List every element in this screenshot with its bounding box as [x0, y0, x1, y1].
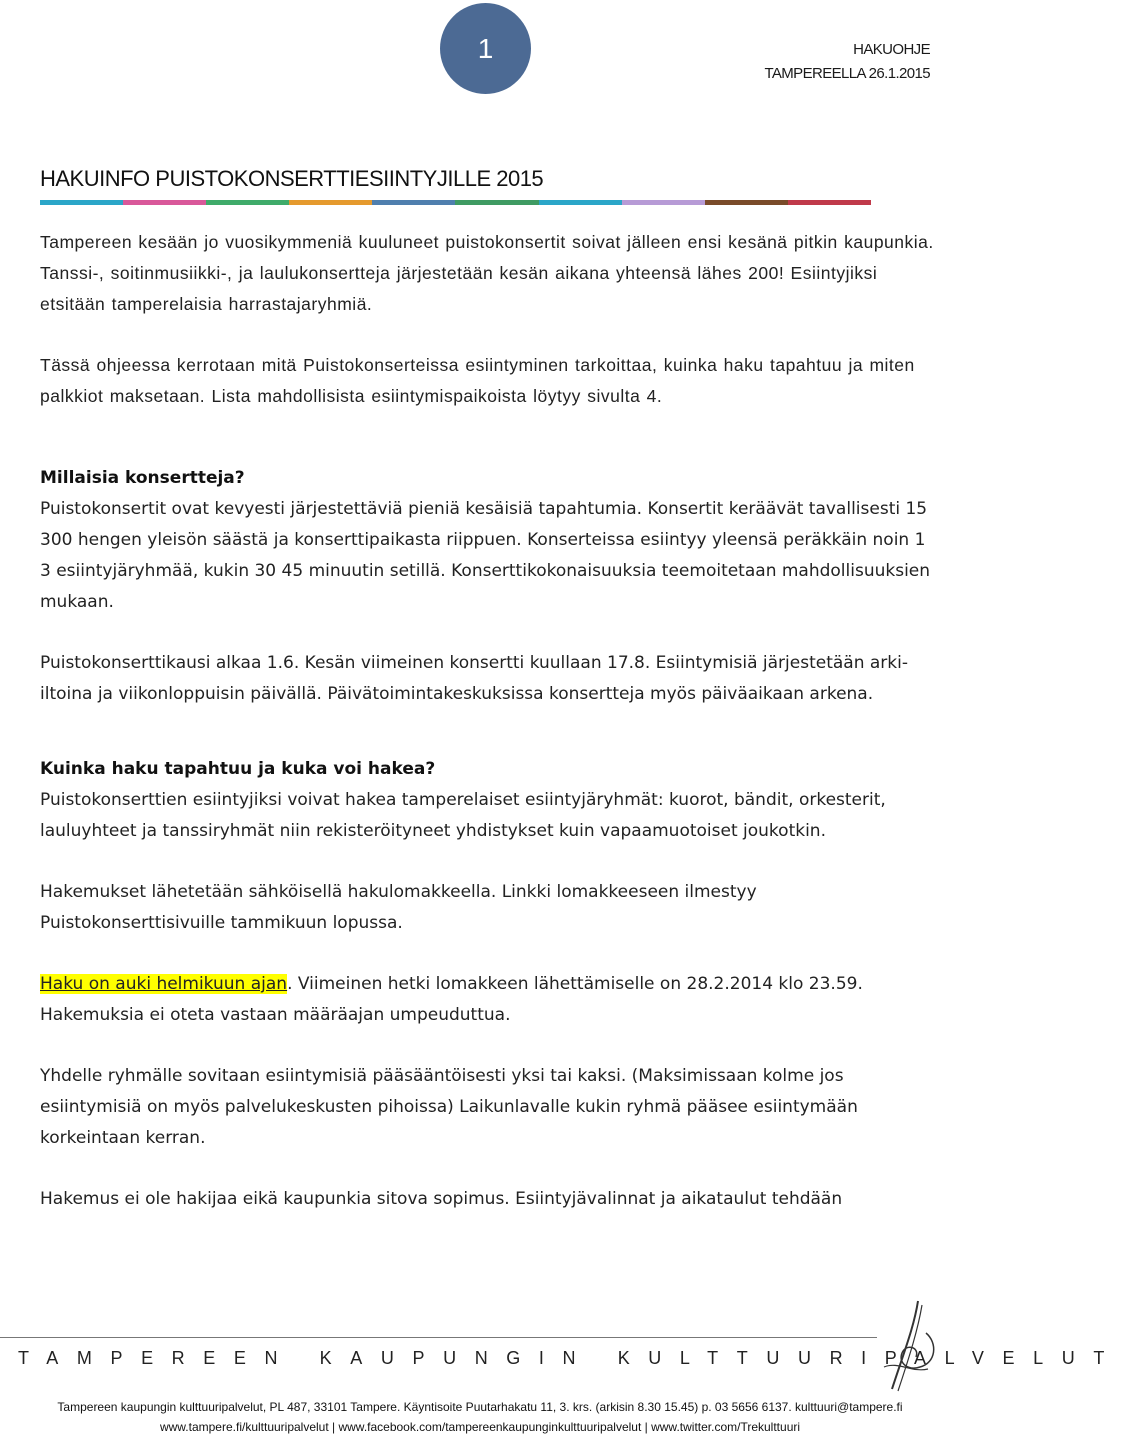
color-bar-segment [206, 200, 289, 205]
document-body [40, 227, 935, 1215]
color-bar-segment [788, 200, 871, 205]
application-paragraph-1: Puistokonserttien esiintyjiksi voivat hakea tamperelaiset esiintyjäryhmät: kuorot, bändit, orkesterit, lauluyhteet ja tanssiryhmät niin rekisteröityneet yhdistykset kuin vapaamuotoiset joukotkin. [40, 790, 886, 841]
deadline-text: . Viimeinen hetki lomakkeen lähettämiselle on 28.2.2014 klo 23.59. Hakemuksia ei oteta vastaan määräajan umpeuduttua. [40, 974, 863, 1025]
color-bar-segment [705, 200, 788, 205]
color-bar-segment [40, 200, 123, 205]
color-bar-segment [455, 200, 538, 205]
application-paragraph-3 [40, 969, 935, 1031]
document-type: HAKUOHJE [853, 41, 930, 58]
application-paragraph-2: Hakemukset lähetetään sähköisellä hakulomakkeella. Linkki lomakkeeseen ilmestyy Puistokonserttisivuille tammikuun lopussa. [40, 882, 757, 933]
document-title: HAKUINFO PUISTOKONSERTTIESIINTYJILLE 2015 [40, 166, 544, 191]
color-bar-segment [123, 200, 206, 205]
footer-address: Tampereen kaupungin kulttuuripalvelut, PL 487, 33101 Tampere. Käyntisoite Puutarhakatu 11, 3. krs. (arkisin 8.30 15.45) p. 03 5656 6137. kulttuuri@tampere.fi [57, 1400, 903, 1414]
concerts-paragraph-1: Puistokonsertit ovat kevyesti järjestettäviä pieniä kesäisiä tapahtumia. Konsertit keräävät tavallisesti 15 300 hengen yleisön säästä ja konserttipaikasta riippuen. Konserteissa esiintyy yleensä peräkkäin noin 1 3 esiintyjäryhmää, kukin 30 45 minuutin setillä. Konserttikokonaisuuksia teemoitetaan mahdollisuuksien mukaan. [40, 499, 931, 612]
application-paragraph-4: Yhdelle ryhmälle sovitaan esiintymisiä pääsääntöisesti yksi tai kaksi. (Maksimissaan kolme jos esiintymisiä on myös palvelukeskusten pihoissa) Laikunlavalle kukin ryhmä pääsee esiintymään korkeintaan kerran. [40, 1066, 858, 1148]
highlighted-deadline-text: Haku on auki helmikuun ajan [40, 974, 288, 994]
color-bar-segment [372, 200, 455, 205]
color-bar-segment [539, 200, 622, 205]
intro-paragraph-1: Tampereen kesään jo vuosikymmeniä kuuluneet puistokonsertit soivat jälleen ensi kesänä pitkin kaupunkia. Tanssi-, soitinmusiikki-, ja laulukonsertteja järjestetään kesän aikana yhteensä lähes 200! Esiintyjiksi etsitään tamperelaisia harrastajaryhmiä. [40, 232, 934, 314]
decorative-color-bar [40, 200, 871, 205]
intro-paragraph-2: Tässä ohjeessa kerrotaan mitä Puistokonserteissa esiintyminen tarkoittaa, kuinka haku tapahtuu ja miten palkkiot maksetaan. Lista mahdollisista esiintymispaikoista löytyy sivulta 4. [40, 355, 915, 406]
color-bar-segment [622, 200, 705, 205]
document-header [764, 38, 930, 86]
page-number-badge: 1 [440, 3, 531, 94]
color-bar-segment [289, 200, 372, 205]
footer-divider [0, 1337, 877, 1338]
footer-brand-name: TAMPEREEN KAUPUNGIN KULTTUURIPALVELUT [18, 1348, 1123, 1368]
concerts-paragraph-2: Puistokonserttikausi alkaa 1.6. Kesän viimeinen konsertti kuullaan 17.8. Esiintymisiä järjestetään arki-iltoina ja viikonloppuisin päivällä. Päivätoimintakeskuksissa konsertteja myös päiväaikaan arkena. [40, 653, 908, 704]
footer-links: www.tampere.fi/kulttuuripalvelut | www.facebook.com/tampereenkaupunginkulttuuripalvelut | www.twitter.com/Trekulttuuri [159, 1420, 801, 1434]
kulttuuripalvelut-logo-icon [878, 1297, 938, 1397]
section-heading-application: Kuinka haku tapahtuu ja kuka voi hakea? [40, 759, 436, 779]
section-heading-concerts: Millaisia konsertteja? [40, 468, 245, 488]
application-paragraph-5: Hakemus ei ole hakijaa eikä kaupunkia sitova sopimus. Esiintyjävalinnat ja aikataulut tehdään [40, 1189, 843, 1209]
document-location-date: TAMPEREELLA 26.1.2015 [764, 65, 930, 82]
